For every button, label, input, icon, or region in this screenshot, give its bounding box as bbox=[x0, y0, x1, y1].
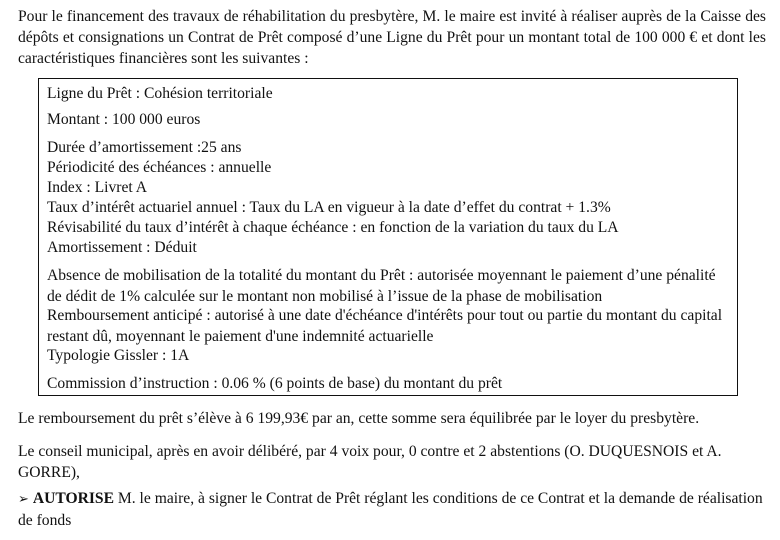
decision-paragraph bbox=[18, 488, 766, 531]
council-paragraph: Le conseil municipal, après en avoir délibéré, par 4 voix pour, 0 contre et 2 abstentions (O. DUQUESNOIS et A. GORRE), bbox=[18, 443, 722, 481]
arrow-bullet-icon: ➢ bbox=[18, 492, 29, 507]
loan-rate-revision: Révisabilité du taux d’intérêt à chaque échéance : en fonction de la variation du taux du LA bbox=[47, 219, 619, 236]
loan-characteristics-box bbox=[38, 78, 738, 396]
decision-text: M. le maire, à signer le Contrat de Prêt réglant les conditions de ce Contrat et la demande de réalisation de fonds bbox=[18, 490, 763, 529]
loan-commission: Commission d’instruction : 0.06 % (6 points de base) du montant du prêt bbox=[47, 375, 503, 392]
loan-index: Index : Livret A bbox=[47, 179, 148, 196]
loan-amount: Montant : 100 000 euros bbox=[47, 111, 201, 128]
repayment-paragraph: Le remboursement du prêt s’élève à 6 199,93€ par an, cette somme sera équilibrée par le loyer du presbytère. bbox=[18, 410, 700, 427]
loan-mobilisation-penalty: Absence de mobilisation de la totalité du montant du Prêt : autorisée moyennant le paiement d’une pénalité de dédit de 1% calculée sur le montant non mobilisé à l’issue de la phase de mobilisation bbox=[47, 267, 716, 305]
loan-gissler-typology: Typologie Gissler : 1A bbox=[47, 347, 190, 364]
intro-paragraph: Pour le financement des travaux de réhabilitation du presbytère, M. le maire est invité à réaliser auprès de la Caisse des dépôts et consignations un Contrat de Prêt composé d’une Ligne du Prêt pour un montant total de 100 000 € et dont les caractéristiques financières sont les suivantes : bbox=[18, 8, 766, 67]
loan-amortization: Amortissement : Déduit bbox=[47, 239, 197, 256]
loan-early-repayment: Remboursement anticipé : autorisé à une date d'échéance d'intérêts pour tout ou partie du montant du capital restant dû, moyennant le paiement d'une indemnité actuarielle bbox=[47, 307, 723, 345]
loan-interest-rate: Taux d’intérêt actuariel annuel : Taux du LA en vigueur à la date d’effet du contrat + 1.3% bbox=[47, 199, 611, 216]
loan-line-type: Ligne du Prêt : Cohésion territoriale bbox=[47, 85, 273, 102]
loan-periodicity: Périodicité des échéances : annuelle bbox=[47, 159, 272, 176]
decision-keyword: AUTORISE bbox=[32, 490, 114, 507]
loan-duration: Durée d’amortissement :25 ans bbox=[47, 139, 242, 156]
